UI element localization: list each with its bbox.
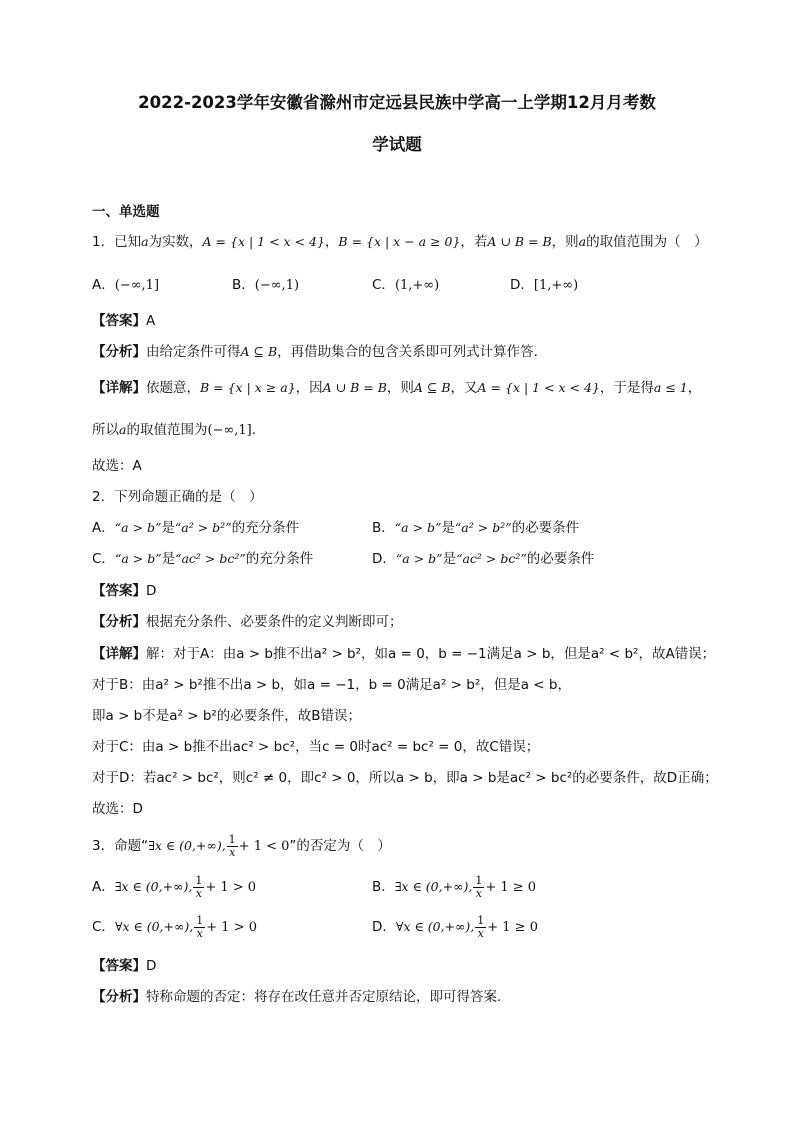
q2-answer: 【答案】D xyxy=(92,583,157,599)
q3-option-c: C．∀x ∈ (0,+∞), $\frac{1}{x}$ + 1 > 0 xyxy=(92,913,258,940)
q2-detail-line: 对于D：若ac² > bc²，则c² ≠ 0，即c² > 0，所以a > b，即a > b是ac² > bc²的必要条件，故D正确； xyxy=(92,770,718,786)
q2-detail-line: 即a > b不是a² > b²的必要条件，故B错误； xyxy=(92,708,362,724)
q1-analysis: 【分析】由给定条件可得A ⊆ B，再借助集合的包含关系即可列式计算作答. xyxy=(92,344,538,360)
q1-choice: 故选：A xyxy=(92,458,142,474)
q1-answer: 【答案】A xyxy=(92,313,156,329)
q1-option-b: B．(−∞,1) xyxy=(232,277,300,293)
section-heading: 一、单选题 xyxy=(92,204,160,220)
q3-analysis: 【分析】特称命题的否定：将存在改任意并否定原结论，即可得答案. xyxy=(92,989,502,1005)
q3-answer: 【答案】D xyxy=(92,958,157,974)
q1-detail: 【详解】依题意，B = {x | x ≥ a}，因A ∪ B = B，则A ⊆ B，又A = {x | 1 < x < 4}，于是得a ≤ 1， xyxy=(92,380,702,396)
q2-stem: 2．下列命题正确的是（ ） xyxy=(92,489,263,505)
q1-detail-conclusion: 所以a的取值范围为(−∞,1]. xyxy=(92,422,257,438)
q2-option-b: B．“a > b”是“a² > b²”的必要条件 xyxy=(372,520,580,536)
q2-number: 2． xyxy=(92,489,115,505)
q1-set-a: A = {x | 1 < x < 4} xyxy=(202,234,325,249)
q2-detail-line: 对于C：由a > b推不出ac² > bc²，当c = 0时ac² = bc² = 0，故C错误； xyxy=(92,739,540,755)
q2-option-d: D．“a > b”是“ac² > bc²”的必要条件 xyxy=(372,551,595,567)
q2-option-c: C．“a > b”是“ac² > bc²”的充分条件 xyxy=(92,551,314,567)
q1-option-d: D．[1,+∞) xyxy=(510,277,579,293)
q1-stem: 1．已知a为实数，A = {x | 1 < x < 4}，B = {x | x − a ≥ 0}，若A ∪ B = B，则a的取值范围为（ ） xyxy=(92,234,708,250)
q1-option-a: A．(−∞,1] xyxy=(92,277,160,293)
q3-option-a: A．∃x ∈ (0,+∞), $\frac{1}{x}$ + 1 > 0 xyxy=(92,873,257,900)
document-title-line1: 2022-2023学年安徽省滁州市定远县民族中学高一上学期12月月考数 xyxy=(138,93,656,112)
q2-choice: 故选：D xyxy=(92,801,143,817)
q3-number: 3． xyxy=(92,838,115,854)
document-title-line2: 学试题 xyxy=(372,135,422,154)
q2-detail-line: 对于B：由a² > b²推不出a > b，如a = −1，b = 0满足a² > b²，但是a < b， xyxy=(92,677,571,693)
q3-option-b: B．∃x ∈ (0,+∞), $\frac{1}{x}$ + 1 ≥ 0 xyxy=(372,873,537,900)
q2-option-a: A．“a > b”是“a² > b²”的充分条件 xyxy=(92,520,300,536)
q1-option-c: C．(1,+∞) xyxy=(372,277,440,293)
q1-set-b: B = {x | x − a ≥ 0} xyxy=(338,234,461,249)
q2-analysis: 【分析】根据充分条件、必要条件的定义判断即可； xyxy=(92,614,403,630)
q3-fraction: $\frac{1}{x}$ xyxy=(228,832,236,859)
q1-number: 1． xyxy=(92,234,115,250)
q3-stem: 3．命题“∃x ∈ (0,+∞), $\frac{1}{x}$ + 1 < 0”的否定为（ ） xyxy=(92,832,391,859)
q2-detail-line: 【详解】解：对于A：由a > b推不出a² > b²，如a = 0，b = −1满足a > b，但是a² < b²，故A错误； xyxy=(92,646,716,662)
q3-option-d: D．∀x ∈ (0,+∞), $\frac{1}{x}$ + 1 ≥ 0 xyxy=(372,913,538,940)
